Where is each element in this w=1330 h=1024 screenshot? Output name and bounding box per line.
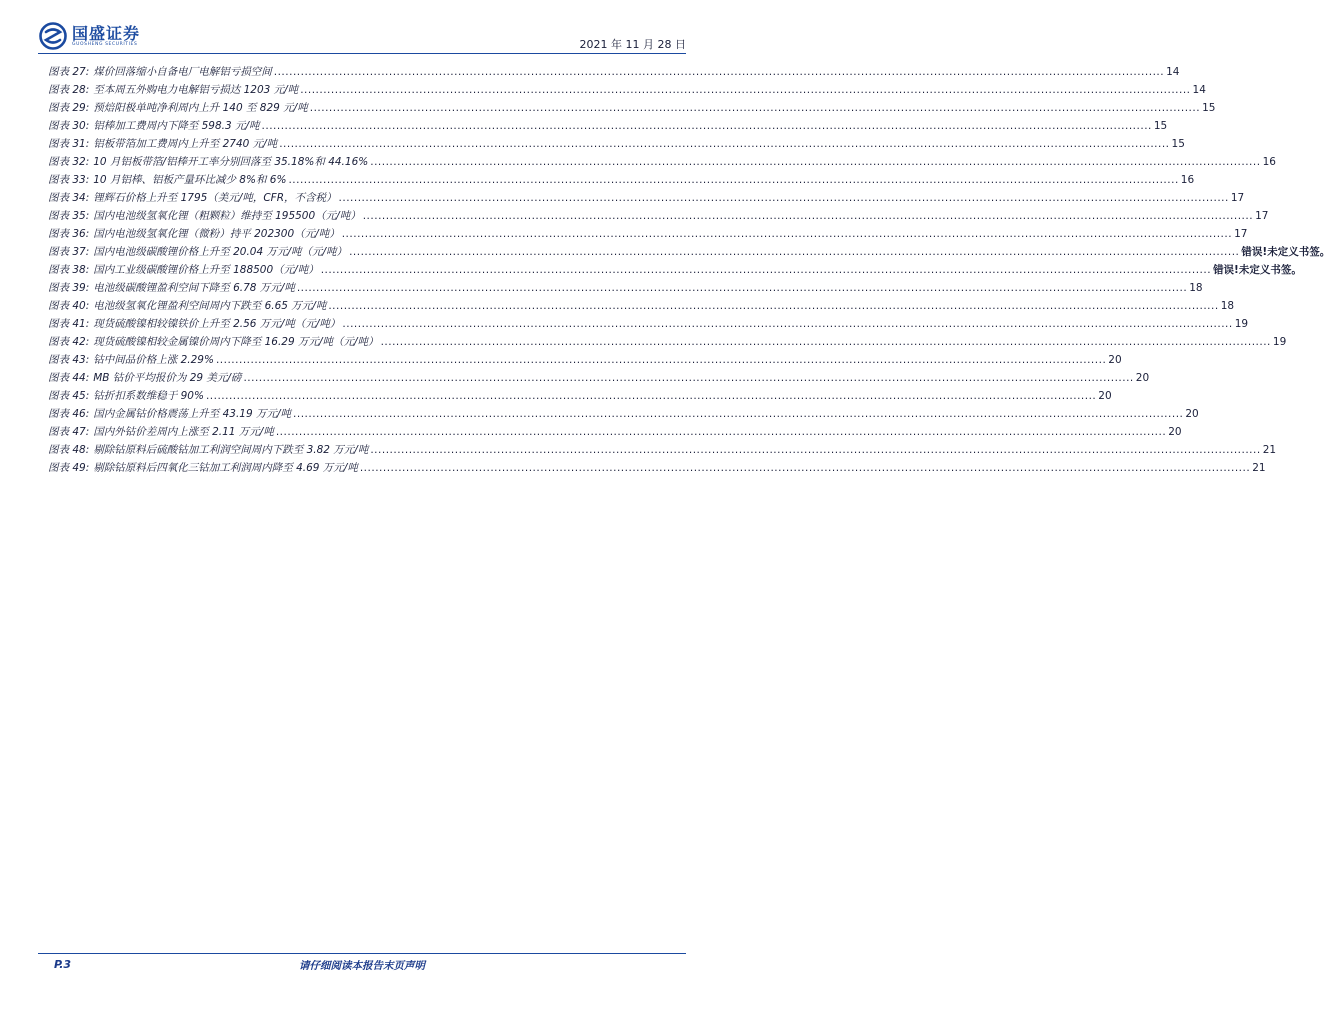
toc-entry-title: 锂辉石价格上升至 1795（美元/吨，CFR，不含税） [93,192,337,204]
toc-entry-leader [279,135,1169,153]
toc-entry[interactable] [48,153,1276,171]
toc-entry-title: 国内电池级碳酸锂价格上升至 20.04 万元/吨（元/吨） [93,246,348,258]
toc-entry-title: 10 月铝板带箔/铝棒开工率分别回落至 35.18%和 44.16% [93,156,369,168]
toc-entry-title: 铝棒加工费周内下降至 598.3 元/吨 [93,120,260,132]
toc-entry-page: 20 [1185,408,1199,420]
toc-entry[interactable] [48,243,1330,261]
toc-entry-page: 19 [1272,336,1287,348]
toc-entry-title: 电池级氢氧化锂盈利空间周内下跌至 6.65 万元/吨 [93,300,327,312]
toc-entry-page: 15 [1171,138,1185,150]
toc-entry-leader [360,459,1250,477]
toc-entry[interactable] [48,99,1216,117]
toc-entry-leader [370,441,1260,459]
toc-entry-leader [328,297,1218,315]
toc-entry-leader [342,315,1232,333]
toc-entry[interactable] [48,81,1206,99]
toc-entry[interactable] [48,189,1245,207]
toc-entry-title: 国内金属钴价格震荡上升至 43.19 万元/吨 [93,408,292,420]
toc-entry-page: 16 [1262,156,1276,168]
toc-entry[interactable] [48,63,1180,81]
toc-entry[interactable] [48,279,1203,297]
guosheng-logo-icon [38,22,68,50]
toc-entry-title: 剔除钴原料后四氧化三钴加工利润周内降至 4.69 万元/吨 [93,462,358,474]
toc-entry-label: 图表 42: [48,336,90,348]
toc-entry-label: 图表 49: [48,462,90,474]
toc-entry-title: 现货硫酸镍相较镍铁价上升至 2.56 万元/吨（元/吨） [93,318,341,330]
toc-entry[interactable] [48,333,1287,351]
toc-entry[interactable] [48,225,1248,243]
toc-entry-leader [297,279,1187,297]
toc-entry-title: 钴折扣系数维稳于 90% [93,390,204,402]
toc-entry-title: 国内电池级氢氧化锂（粗颗粒）维持至 195500（元/吨） [93,210,361,222]
toc-entry-leader [310,99,1200,117]
toc-entry-label: 图表 48: [48,444,90,456]
toc-entry-leader [216,351,1106,369]
toc-entry-label: 图表 41: [48,318,90,330]
toc-entry-label: 图表 45: [48,390,90,402]
header-divider [38,53,686,54]
toc-entry-title: 煤价回落缩小自备电厂电解铝亏损空间 [93,66,272,78]
toc-entry-page: 17 [1255,210,1269,222]
toc-entry-page: 17 [1230,192,1245,204]
toc-entry-label: 图表 36: [48,228,90,240]
toc-entry-title: 电池级碳酸锂盈利空间下降至 6.78 万元/吨 [93,282,295,294]
toc-entry-label: 图表 40: [48,300,90,312]
toc-entry-page: 20 [1168,426,1182,438]
toc-entry[interactable] [48,117,1168,135]
toc-entry-page: 14 [1166,66,1180,78]
toc-entry-leader [381,333,1271,351]
toc-entry-title: 国内工业级碳酸锂价格上升至 188500（元/吨） [93,264,319,276]
toc-entry-page: 16 [1180,174,1195,186]
toc-entry[interactable] [48,297,1235,315]
toc-entry-label: 图表 31: [48,138,90,150]
toc-entry-page: 15 [1202,102,1216,114]
toc-entry-leader [276,423,1166,441]
toc-entry-label: 图表 37: [48,246,90,258]
toc-entry-page: 20 [1108,354,1122,366]
toc-entry-title: 预焙阳极单吨净利周内上升 140 至 829 元/吨 [93,102,308,114]
toc-entry-leader [349,243,1239,261]
toc-entry[interactable] [48,351,1122,369]
footer-divider [38,953,686,954]
toc-entry-title: 国内外钴价差周内上涨至 2.11 万元/吨 [93,426,274,438]
toc-entry-leader [321,261,1211,279]
toc-entry-title: MB 钴价平均报价为 29 美元/磅 [93,372,242,384]
toc-entry-page: 21 [1262,444,1277,456]
toc-entry-title: 钴中间品价格上涨 2.29% [93,354,214,366]
toc-entry-label: 图表 35: [48,210,90,222]
toc-entry[interactable] [48,441,1277,459]
toc-entry-page: 21 [1252,462,1266,474]
toc-entry-leader [262,117,1152,135]
page-number: P.3 [54,958,72,971]
toc-entry[interactable] [48,315,1249,333]
report-date: 2021 年 11 月 28 日 [579,38,686,51]
toc-entry-title: 剔除钴原料后硫酸钴加工利润空间周内下跌至 3.82 万元/吨 [93,444,369,456]
toc-entry-page: 18 [1189,282,1203,294]
toc-entry-page: 17 [1234,228,1248,240]
toc-entry-page: 19 [1234,318,1249,330]
footer-disclaimer: 请仔细阅读本报告末页声明 [299,960,425,972]
toc-entry-leader [288,171,1178,189]
toc-entry-leader [363,207,1253,225]
toc-entry-leader [293,405,1183,423]
toc-entry[interactable] [48,405,1199,423]
toc-entry-leader [370,153,1260,171]
toc-entry-label: 图表 33: [48,174,90,186]
brand-logo [38,22,140,50]
toc-entry-page: 18 [1220,300,1235,312]
toc-entry-leader [206,387,1096,405]
toc-entry-leader [342,225,1232,243]
toc-entry[interactable] [48,387,1112,405]
toc-entry-title: 国内电池级氢氧化锂（微粉）持平 202300（元/吨） [93,228,340,240]
toc-entry-page: 20 [1135,372,1150,384]
table-of-figures [48,63,1330,477]
toc-entry-page: 14 [1192,84,1206,96]
toc-entry-title: 至本周五外购电力电解铝亏损达 1203 元/吨 [93,84,299,96]
toc-entry-label: 图表 28: [48,84,90,96]
toc-entry-page: 错误!未定义书签。 [1241,246,1330,258]
brand-name-en: GUOSHENG SECURITIES [72,41,138,47]
toc-entry-label: 图表 38: [48,264,90,276]
toc-entry-title: 10 月铝棒、铝板产量环比减少 8%和 6% [93,174,287,186]
page-header [38,22,686,52]
brand-name: 国盛证券 [72,23,141,43]
toc-entry[interactable] [48,171,1195,189]
toc-entry-leader [274,63,1164,81]
toc-entry-label: 图表 47: [48,426,90,438]
toc-entry-label: 图表 34: [48,192,90,204]
toc-entry-leader [339,189,1229,207]
toc-entry-label: 图表 32: [48,156,90,168]
toc-entry-label: 图表 46: [48,408,90,420]
toc-entry-label: 图表 27: [48,66,90,78]
toc-entry[interactable] [48,423,1182,441]
toc-entry-label: 图表 29: [48,102,90,114]
toc-entry-label: 图表 39: [48,282,90,294]
toc-entry-title: 现货硫酸镍相较金属镍价周内下降至 16.29 万元/吨（元/吨） [93,336,379,348]
toc-entry-leader [243,369,1133,387]
toc-entry-leader [300,81,1190,99]
toc-entry[interactable] [48,261,1302,279]
toc-entry[interactable] [48,207,1269,225]
toc-entry[interactable] [48,135,1185,153]
toc-entry-title: 铝板带箔加工费周内上升至 2740 元/吨 [93,138,278,150]
toc-entry-page: 20 [1098,390,1112,402]
toc-entry-page: 15 [1153,120,1168,132]
toc-entry-page: 错误!未定义书签。 [1213,264,1302,276]
toc-entry-label: 图表 30: [48,120,90,132]
toc-entry-label: 图表 44: [48,372,90,384]
toc-entry[interactable] [48,459,1266,477]
toc-entry[interactable] [48,369,1150,387]
toc-entry-label: 图表 43: [48,354,90,366]
